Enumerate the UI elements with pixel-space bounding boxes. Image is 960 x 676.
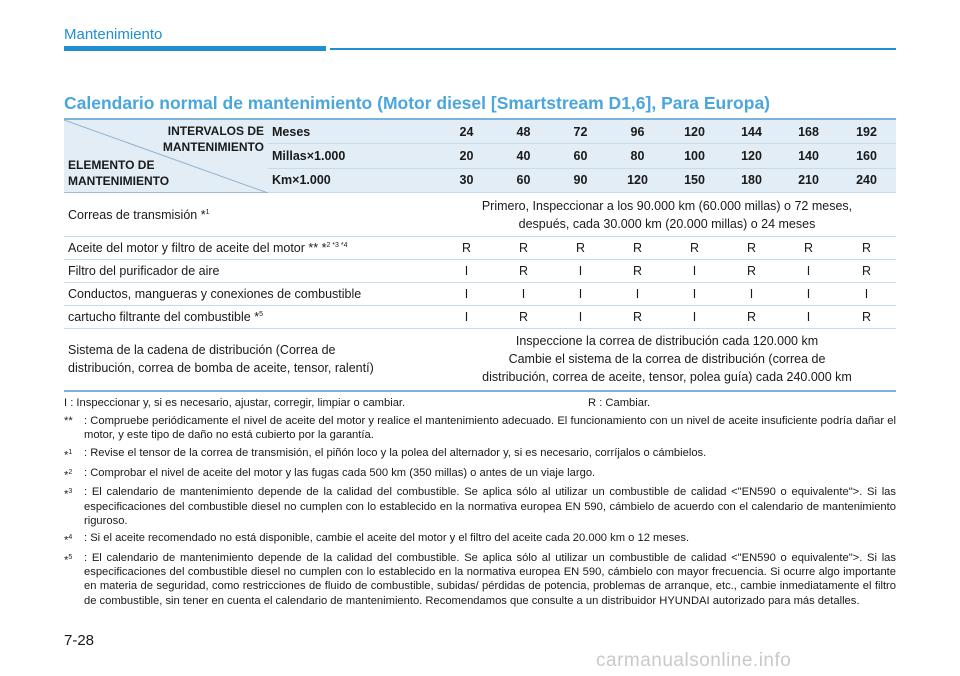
footnote-mark <box>64 531 84 548</box>
footnote-mark <box>64 414 84 442</box>
interval-action: R <box>780 237 837 260</box>
interval-action: R <box>495 306 552 329</box>
footnote-text: : Revise el tensor de la correa de transmisión, el piñón loco y la polea del alternador y, si es necesario, corríjalos o cámbielos. <box>84 446 707 459</box>
header-value: 100 <box>666 144 723 168</box>
header-value: 72 <box>552 119 609 144</box>
item-footnote-ref: 5 <box>259 310 263 318</box>
header-value: 240 <box>837 168 896 192</box>
footnote-text: : Comprobar el nivel de aceite del motor y las fugas cada 500 km (350 millas) o antes de un viaje largo. <box>84 466 596 479</box>
header-value: 60 <box>495 168 552 192</box>
footnote-star: * <box>64 489 69 502</box>
footnote-mark <box>64 485 84 528</box>
header-value: 180 <box>723 168 780 192</box>
interval-action: R <box>723 260 780 283</box>
interval-action: R <box>666 237 723 260</box>
footnote-number: 5 <box>68 554 73 562</box>
interval-action: R <box>609 260 666 283</box>
footnote-star: * <box>64 534 69 547</box>
footnote-mark <box>64 551 84 608</box>
interval-action: I <box>666 306 723 329</box>
header-value: 144 <box>723 119 780 144</box>
footnote-star: * <box>64 554 69 567</box>
interval-action: I <box>495 283 552 306</box>
header-value: 96 <box>609 119 666 144</box>
item-label: Aceite del motor y filtro de aceite del motor ** * <box>68 241 327 255</box>
header-row <box>64 119 896 144</box>
header-value: 192 <box>837 119 896 144</box>
header-value: 168 <box>780 119 837 144</box>
section-label: Mantenimiento <box>64 26 163 43</box>
interval-action: I <box>609 283 666 306</box>
interval-description: Inspeccione la correa de distribución cada 120.000 km Cambie el sistema de la correa de distribución (correa de distribución, correa de aceite, tensor, polea guía) cada 240.000 km <box>438 329 896 391</box>
corner-item-label: ELEMENTO DE MANTENIMIENTO <box>68 158 170 188</box>
footnote-star: * <box>64 449 69 462</box>
table-row <box>64 306 896 329</box>
interval-action: R <box>837 237 896 260</box>
footnote <box>64 466 896 483</box>
item-label: Conductos, mangueras y conexiones de combustible <box>68 287 362 301</box>
maintenance-item <box>64 237 438 260</box>
header-value: 60 <box>552 144 609 168</box>
footnote-number: 2 <box>68 468 73 476</box>
header-value: 210 <box>780 168 837 192</box>
header-value: 140 <box>780 144 837 168</box>
table-row <box>64 260 896 283</box>
page-title: Calendario normal de mantenimiento (Motor diesel [Smartstream D1,6], Para Europa) <box>64 93 770 113</box>
footnote-text: : Si el aceite recomendado no está disponible, cambie el aceite del motor y el filtro del aceite cada 20.000 km o 12 meses. <box>84 532 690 545</box>
table-row <box>64 193 896 237</box>
footnote-number: 1 <box>68 448 73 456</box>
header-value: 120 <box>666 119 723 144</box>
item-label: Correas de transmisión * <box>68 207 206 222</box>
interval-action: R <box>495 260 552 283</box>
header-value: 20 <box>438 144 495 168</box>
section-bar-thick <box>64 46 326 51</box>
interval-action: R <box>609 306 666 329</box>
footnote-star: * <box>64 469 69 482</box>
footnote-text: : Compruebe periódicamente el nivel de aceite del motor y realice el mantenimiento adecuado. El funcionamiento con un nivel de aceite insuficiente podría dañar el motor, y este tipo de daño no está cubierto por la garantía. <box>84 415 896 442</box>
interval-action: I <box>666 260 723 283</box>
page-number: 7-28 <box>64 632 95 649</box>
footnote <box>64 485 896 528</box>
footnote <box>64 531 896 548</box>
maintenance-item <box>64 260 438 283</box>
interval-action: I <box>780 306 837 329</box>
item-footnote-ref: 2 *3 *4 <box>326 241 348 249</box>
legend-replace: R : Cambiar. <box>588 397 651 409</box>
footnote-number: 3 <box>68 488 73 496</box>
interval-action: R <box>837 260 896 283</box>
interval-action: I <box>552 260 609 283</box>
corner-intervals-label: INTERVALOS DE MANTENIMIENTO <box>162 124 264 154</box>
interval-action: R <box>723 306 780 329</box>
maintenance-table <box>64 118 896 392</box>
header-value: 120 <box>723 144 780 168</box>
interval-action: I <box>438 306 495 329</box>
watermark: carmanualsonline.info <box>596 650 792 671</box>
maintenance-item <box>64 306 438 329</box>
interval-action: R <box>495 237 552 260</box>
interval-action: I <box>438 283 495 306</box>
header-unit-label: Millas×1.000 <box>268 144 438 168</box>
footnote <box>64 446 896 463</box>
interval-action: I <box>552 306 609 329</box>
interval-action: I <box>837 283 896 306</box>
interval-action: R <box>723 237 780 260</box>
legend <box>64 396 896 410</box>
item-label: cartucho filtrante del combustible * <box>68 310 260 324</box>
footnote-text: : El calendario de mantenimiento depende de la calidad del combustible. Se aplica sólo al utilizar un combustible de calidad <"EN590 o equivalente">. Si las especificaciones del combustible diesel no cumplen con lo establecido en la normativa europea EN 590, cámbielo de acuerdo con el calendario de mantenimiento riguroso. <box>84 486 896 527</box>
section-bar-thin <box>330 48 896 50</box>
footnote-text: : El calendario de mantenimiento depende de la calidad del combustible. Se aplica sólo al utilizar un combustible de calidad <"EN590 o equivalente">. Si las especificaciones del combustible diesel no cumplen con lo establecido en la normativa europea EN 590, cámbielo con mayor frecuencia. Si ocurre algo importante en materia de seguridad, como restricciones de fluido de combustible, subidas/ pérdidas de potencia, problemas de arranque, etc., cambie inmediatamente el filtro de combustible, sin tener en cuenta el calendario de mantenimiento. Recomendamos que consulte a un distribuidor HYUNDAI autorizado para más detalles. <box>84 552 896 607</box>
table-row <box>64 237 896 260</box>
header-value: 48 <box>495 119 552 144</box>
item-label: Filtro del purificador de aire <box>68 264 220 278</box>
footnote-star: ** <box>64 415 73 428</box>
table-corner <box>64 119 268 193</box>
header-value: 40 <box>495 144 552 168</box>
interval-action: R <box>837 306 896 329</box>
item-footnote-ref: 1 <box>205 208 210 216</box>
header-value: 24 <box>438 119 495 144</box>
header-value: 30 <box>438 168 495 192</box>
header-value: 120 <box>609 168 666 192</box>
table-row <box>64 329 896 391</box>
maintenance-item <box>64 283 438 306</box>
footnote <box>64 414 896 442</box>
notes <box>64 396 896 611</box>
footnote-number: 4 <box>68 534 73 542</box>
interval-action: I <box>666 283 723 306</box>
table-row <box>64 283 896 306</box>
interval-action: R <box>609 237 666 260</box>
header-value: 160 <box>837 144 896 168</box>
header-value: 150 <box>666 168 723 192</box>
maintenance-item: Sistema de la cadena de distribución (Correa de distribución, correa de bomba de aceite, tensor, ralentí) <box>64 329 438 391</box>
interval-description: Primero, Inspeccionar a los 90.000 km (60.000 millas) o 72 meses, después, cada 30.000 km (20.000 millas) o 24 meses <box>438 193 896 237</box>
interval-action: I <box>438 260 495 283</box>
legend-inspect: I : Inspeccionar y, si es necesario, ajustar, corregir, limpiar o cambiar. <box>64 397 406 409</box>
header-value: 80 <box>609 144 666 168</box>
header-value: 90 <box>552 168 609 192</box>
interval-action: I <box>723 283 780 306</box>
footnote <box>64 551 896 608</box>
footnote-mark <box>64 446 84 463</box>
interval-action: R <box>552 237 609 260</box>
interval-action: I <box>552 283 609 306</box>
interval-action: R <box>438 237 495 260</box>
interval-action: I <box>780 260 837 283</box>
maintenance-item <box>64 193 438 237</box>
header-unit-label: Meses <box>268 119 438 144</box>
footnote-mark <box>64 466 84 483</box>
interval-action: I <box>780 283 837 306</box>
header-unit-label: Km×1.000 <box>268 168 438 192</box>
